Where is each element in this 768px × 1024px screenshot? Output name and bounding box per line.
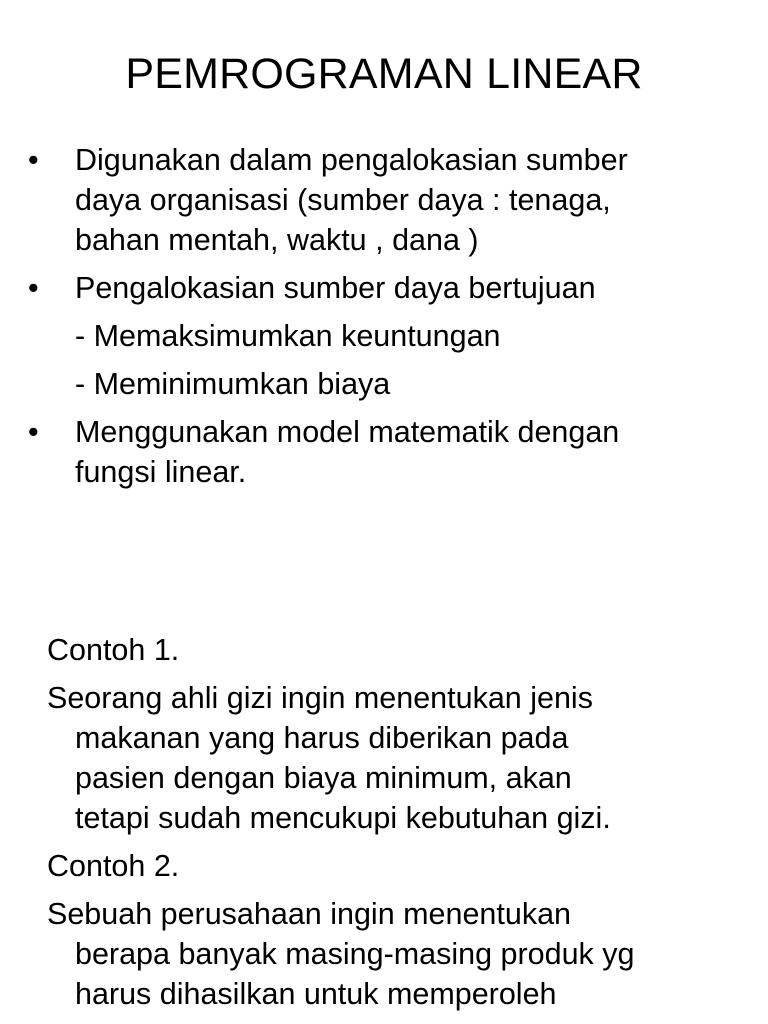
bullet-line: bahan mentah, waktu , dana ) bbox=[75, 223, 479, 257]
example-2-text bbox=[47, 894, 737, 1014]
example-line: berapa banyak masing-masing produk yg bbox=[75, 937, 635, 971]
bullet-item-model bbox=[28, 412, 738, 492]
example-line: makanan yang harus diberikan pada bbox=[75, 721, 569, 755]
example-line: harus dihasilkan untuk memperoleh bbox=[75, 977, 557, 1011]
bullet-line: daya organisasi (sumber daya : tenaga, bbox=[75, 183, 611, 217]
example-line: tetapi sudah mencukupi kebutuhan gizi. bbox=[75, 801, 611, 835]
bullet-line: Pengalokasian sumber daya bertujuan bbox=[75, 271, 596, 305]
bullet-list bbox=[28, 140, 738, 500]
example-1-heading: Contoh 1. bbox=[47, 633, 180, 667]
bullet-dot-icon: • bbox=[28, 143, 39, 177]
bullet-dot-icon: • bbox=[28, 415, 39, 449]
bullet-line: Menggunakan model matematik dengan bbox=[75, 415, 620, 449]
examples-section bbox=[47, 630, 737, 1022]
subitem-maximize: - Memaksimumkan keuntungan bbox=[75, 319, 501, 353]
example-line: Seorang ahli gizi ingin menentukan jenis bbox=[47, 681, 593, 715]
bullet-item-purpose bbox=[28, 268, 738, 308]
slide-title: PEMROGRAMAN LINEAR bbox=[125, 50, 643, 98]
example-line: Sebuah perusahaan ingin menentukan bbox=[47, 897, 571, 931]
example-2-heading: Contoh 2. bbox=[47, 849, 180, 883]
bullet-dot-icon: • bbox=[28, 271, 39, 305]
example-line: pasien dengan biaya minimum, akan bbox=[75, 761, 572, 795]
subitem-minimize: - Meminimumkan biaya bbox=[75, 367, 391, 401]
bullet-item-allocation bbox=[28, 140, 738, 260]
bullet-line: Digunakan dalam pengalokasian sumber bbox=[75, 143, 628, 177]
example-1-text bbox=[47, 678, 737, 838]
bullet-line: fungsi linear. bbox=[75, 455, 247, 489]
